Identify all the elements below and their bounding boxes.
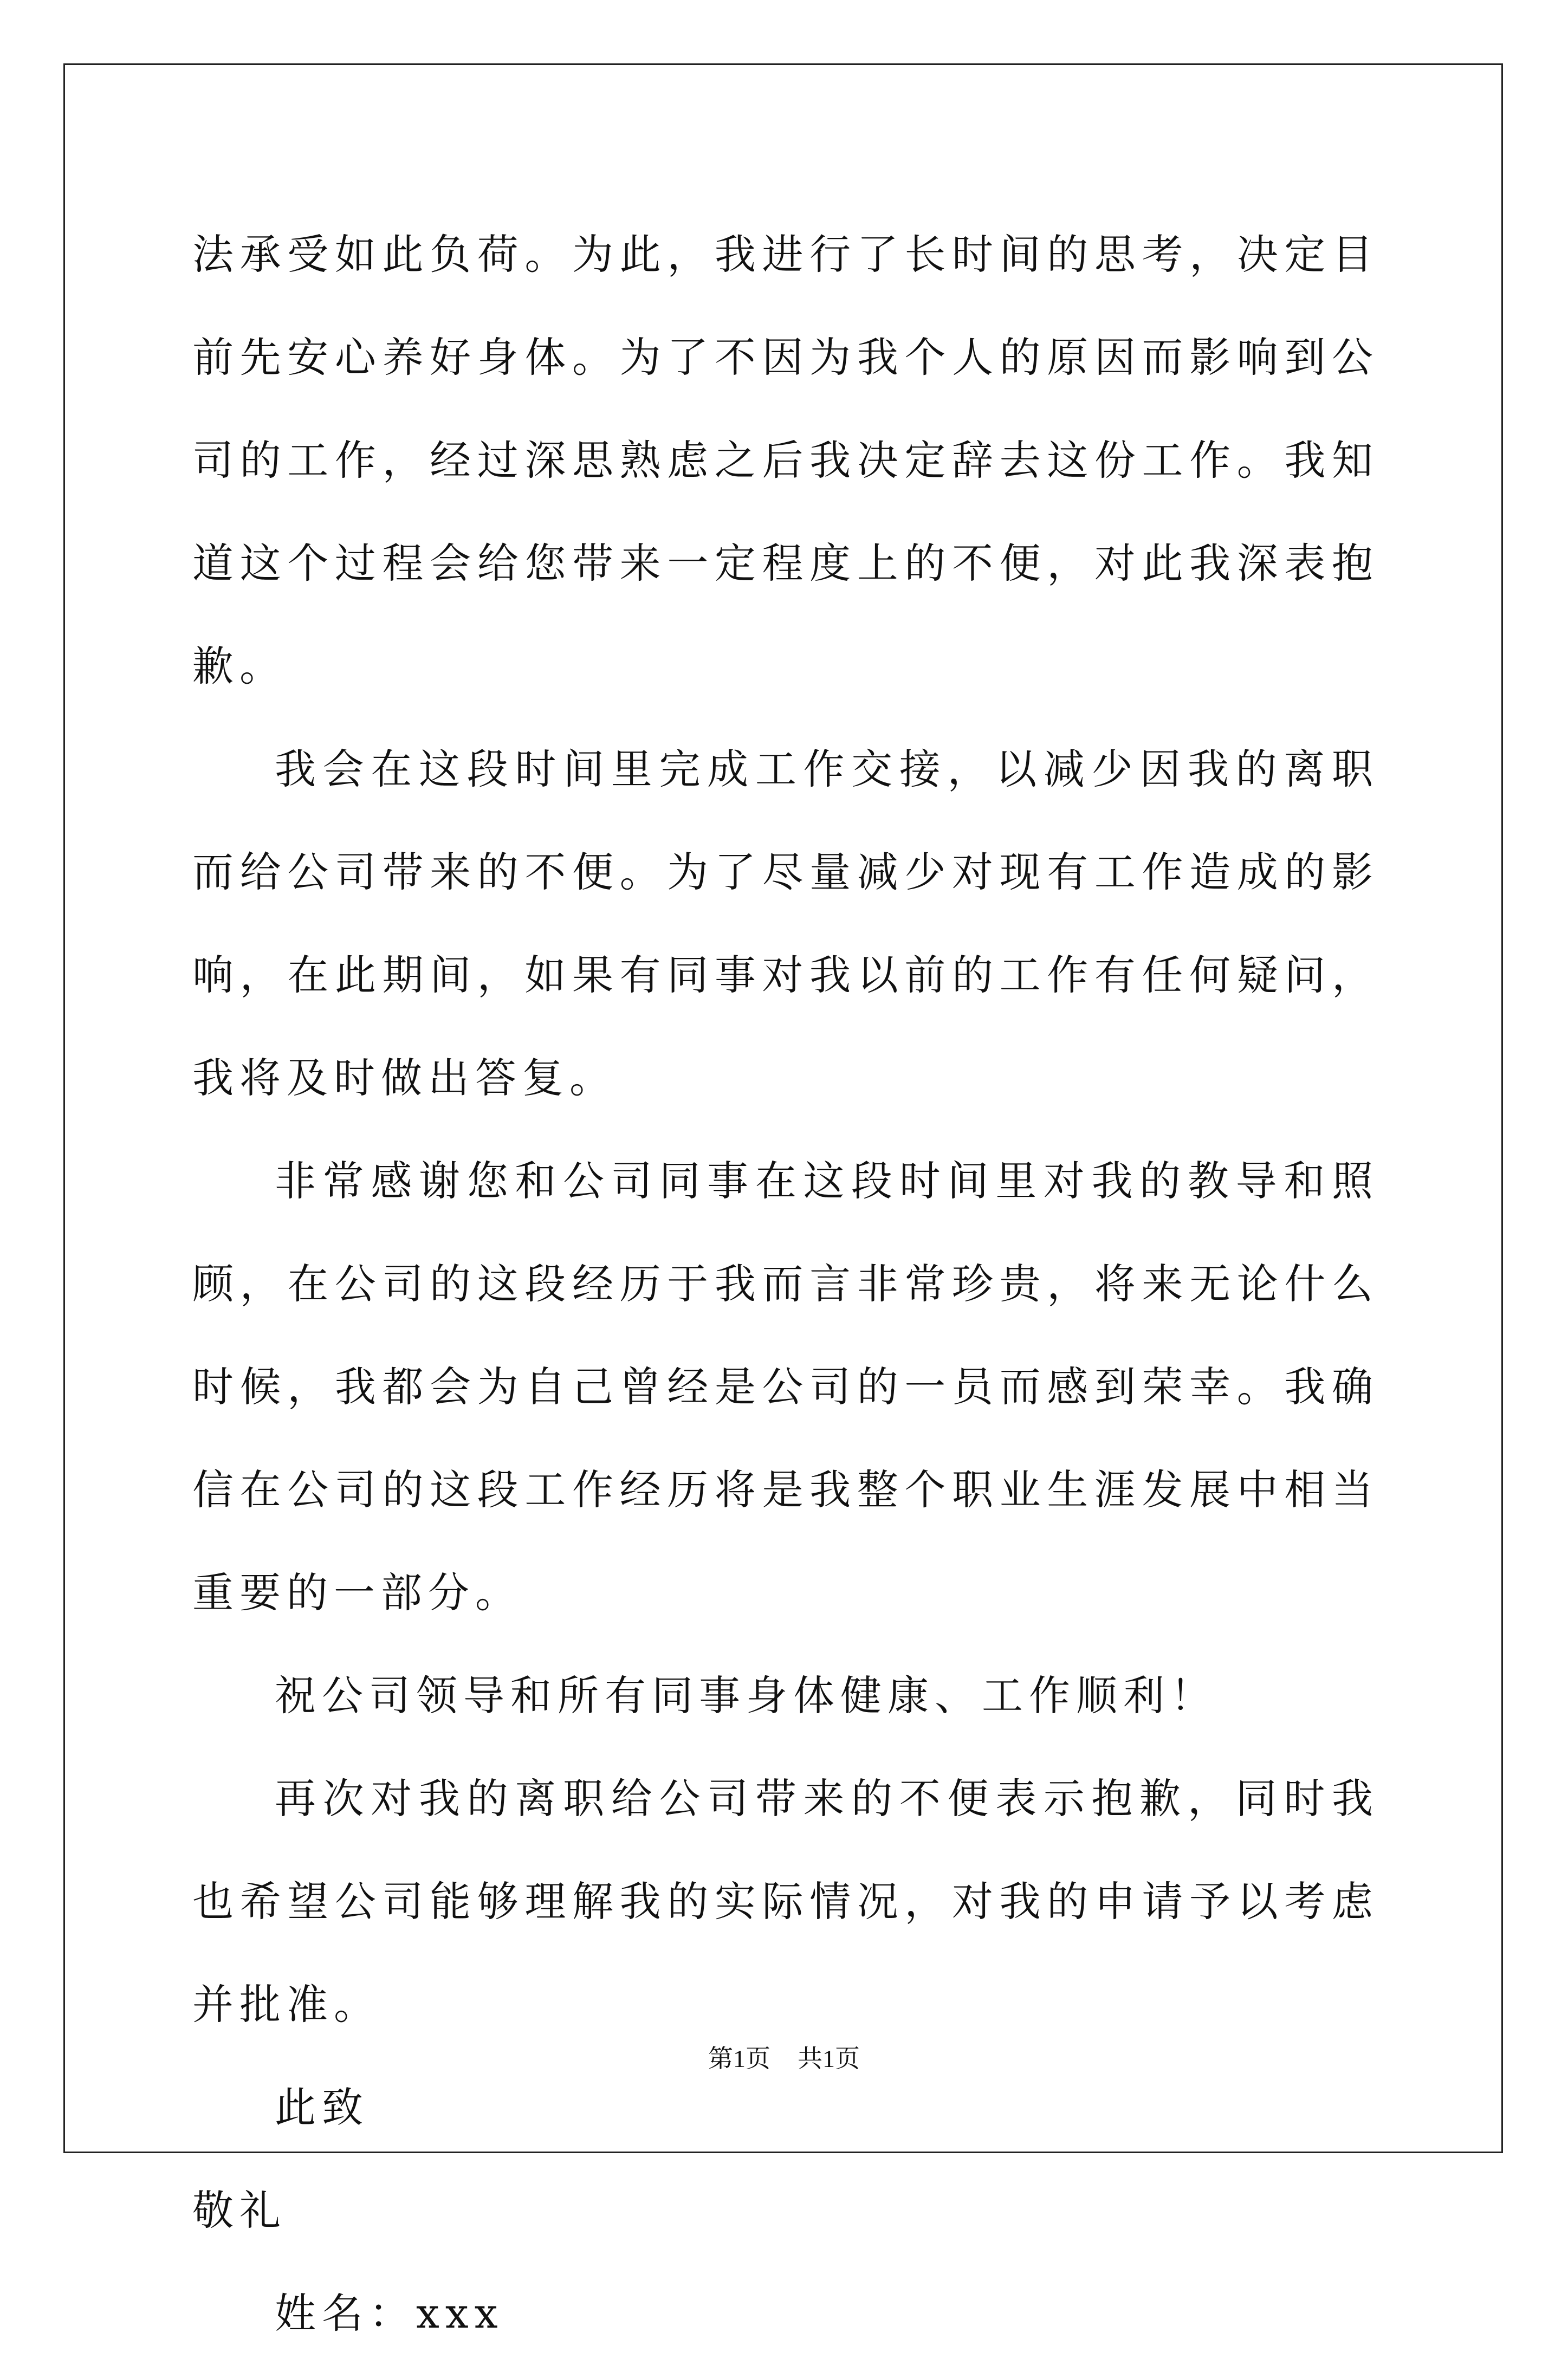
- paragraph-handover: 我会在这段时间里完成工作交接，以减少因我的离职而给公司带来的不便。为了尽量减少对现有工作造成的影响，在此期间，如果有同事对我以前的工作有任何疑问，我将及时做出答复。: [192, 745, 1379, 1102]
- paragraph-apology: 再次对我的离职给公司带来的不便表示抱歉，同时我也希望公司能够理解我的实际情况，对我的申请予以考虑并批准。: [192, 1774, 1379, 2029]
- page-number-current: 第1页: [708, 2045, 770, 2072]
- paragraph-health-resignation: 法承受如此负荷。为此，我进行了长时间的思考，决定目前先安心养好身体。为了不因为我个人的原因而影响到公司的工作，经过深思熟虑之后我决定辞去这份工作。我知道这个过程会给您带来一定程度上的不便，对此我深表抱歉。: [192, 230, 1379, 690]
- signature-name: 姓名：xxx: [275, 2289, 504, 2337]
- paragraph-gratitude: 非常感谢您和公司同事在这段时间里对我的教导和照顾，在公司的这段经历于我而言非常珍贵，将来无论什么时候，我都会为自己曾经是公司的一员而感到荣幸。我确信在公司的这段工作经历将是我整个职业生涯发展中相当重要的一部分。: [192, 1157, 1379, 1617]
- page-footer: [0, 2043, 1568, 2075]
- closing-salutation: 此致: [275, 2083, 369, 2131]
- page-number-total: 共1页: [798, 2045, 860, 2072]
- paragraph-wishes: 祝公司领导和所有同事身体健康、工作顺利！: [275, 1671, 1217, 1720]
- letter-body: [192, 203, 1379, 2365]
- closing-regards: 敬礼: [192, 2186, 287, 2234]
